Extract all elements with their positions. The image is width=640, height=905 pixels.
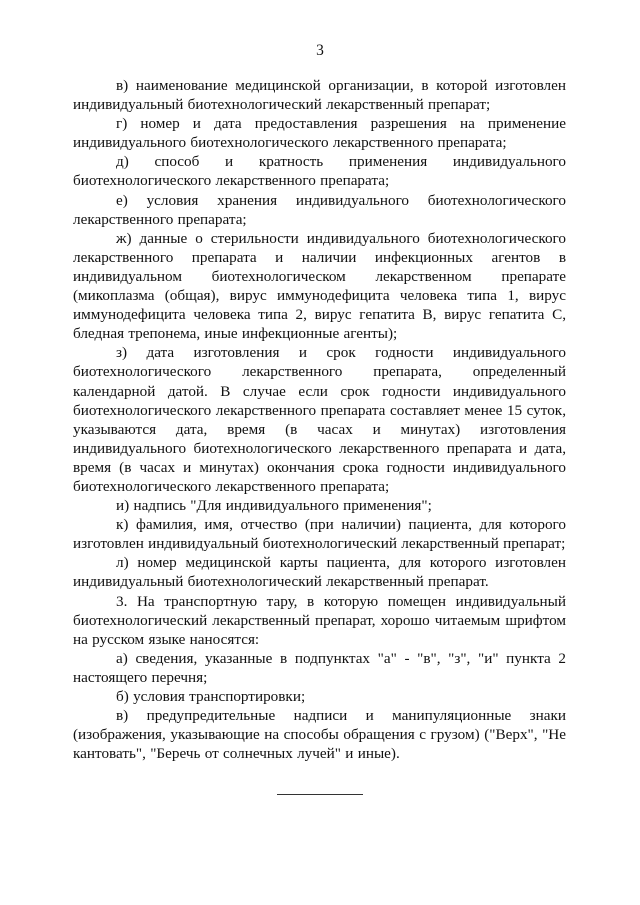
paragraph: з) дата изготовления и срок годности индивидуального биотехнологического лекарственного препарата, определенный календарной датой. В случае если срок годности индивидуального биотехнологического лекарственного препарата составляет менее 15 суток, указываются дата, время (в часах и минутах) изготовления индивидуального биотехнологического лекарственного препарата и дата, время (в часах и минутах) окончания срока годности индивидуального биотехнологического лекарственного препарата; <box>73 344 566 495</box>
paragraph: д) способ и кратность применения индивидуального биотехнологического лекарственного препарата; <box>73 153 566 190</box>
page-number: 3 <box>316 42 324 59</box>
document-body <box>73 76 566 763</box>
paragraph: б) условия транспортировки; <box>116 688 306 705</box>
paragraph: к) фамилия, имя, отчество (при наличии) пациента, для которого изготовлен индивидуальный биотехнологический лекарственный препарат; <box>73 516 566 553</box>
paragraph: е) условия хранения индивидуального биотехнологического лекарственного препарата; <box>73 191 566 228</box>
paragraph: в) предупредительные надписи и манипуляционные знаки (изображения, указывающие на способы обращения с грузом) ("Верх", "Не кантовать", "Беречь от солнечных лучей" и иные). <box>73 707 566 763</box>
paragraph: в) наименование медицинской организации, в которой изготовлен индивидуальный биотехнологический лекарственный препарат; <box>73 77 566 114</box>
paragraph: л) номер медицинской карты пациента, для которого изготовлен индивидуальный биотехнологический лекарственный препарат. <box>73 554 566 591</box>
paragraph: а) сведения, указанные в подпунктах "а" - "в", "з", "и" пункта 2 настоящего перечня; <box>73 649 566 686</box>
paragraph: ж) данные о стерильности индивидуального биотехнологического лекарственного препарата и наличии инфекционных агентов в индивидуальном биотехнологическом лекарственном препарате (микоплазма (общая), вирус иммунодефицита человека типа 1, вирус иммунодефицита человека типа 2, вирус гепатита В, вирус гепатита С, бледная трепонема, иные инфекционные агенты); <box>73 229 566 343</box>
paragraph: г) номер и дата предоставления разрешения на применение индивидуального биотехнологического лекарственного препарата; <box>73 115 566 152</box>
paragraph: и) надпись "Для индивидуального применения"; <box>116 497 432 515</box>
paragraph: 3. На транспортную тару, в которую помещен индивидуальный биотехнологический лекарственный препарат, хорошо читаемым шрифтом на русском языке наносятся: <box>73 592 566 648</box>
footer-divider <box>277 794 363 795</box>
